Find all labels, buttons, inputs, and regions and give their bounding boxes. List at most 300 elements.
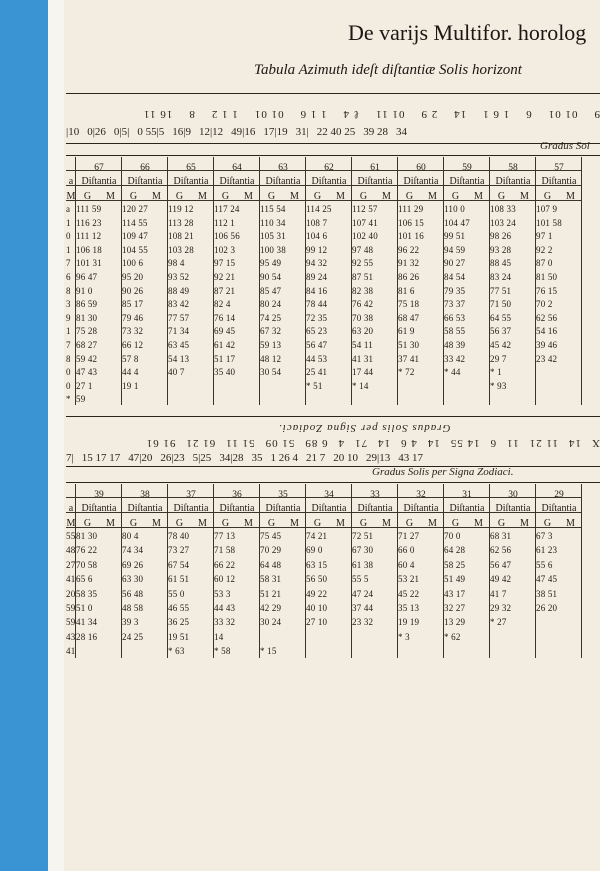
table-cell: 39 46 — [536, 340, 558, 350]
table-cell: 38 51 — [536, 588, 558, 599]
table-cell: 41 — [66, 574, 76, 585]
table-cell: 100 6 — [122, 258, 144, 269]
table-cell: 96 47 — [76, 272, 98, 282]
table-cell: a — [66, 204, 71, 214]
distantia-header: Diſtantia — [81, 176, 117, 187]
column-rule — [443, 484, 444, 658]
bleed-cell: 0|5| — [113, 126, 130, 138]
mirrored-gradus-row: Gradus Solis per Signa Zodiaci. — [278, 422, 451, 434]
bleed-cell: 17|19 — [263, 126, 288, 138]
table-cell: 45 42 — [490, 340, 512, 350]
distantia-header: Diſtantia — [219, 176, 255, 187]
table-cell: * 44 — [444, 367, 461, 378]
table-cell: 25 41 — [306, 367, 328, 378]
table-row — [66, 391, 582, 409]
table-cell: * 27 — [490, 617, 507, 628]
table-cell: 48 58 — [122, 603, 144, 613]
table-cell: 37 44 — [352, 603, 374, 613]
table-cell: 92 55 — [352, 258, 374, 269]
table-cell: 80 4 — [122, 531, 139, 541]
table-cell: 53 3 — [214, 588, 231, 599]
mg-label: G — [359, 518, 368, 529]
table-cell: 104 55 — [122, 244, 148, 255]
table-row — [66, 643, 582, 661]
mg-label: G — [267, 191, 276, 202]
table-cell: 90 26 — [122, 285, 144, 296]
table-cell: 58 35 — [76, 588, 98, 599]
table-cell: 84 16 — [306, 285, 328, 296]
table-cell: 9 — [66, 312, 71, 323]
mg-label: M — [244, 518, 253, 529]
table-cell: 98 26 — [490, 231, 512, 242]
table-cell: * 14 — [352, 380, 369, 391]
table-cell: 76 14 — [214, 312, 236, 323]
distantia-header: Diſtantia — [495, 503, 531, 514]
mirrored-cell: 6 89 — [304, 437, 328, 449]
table-cell: 120 27 — [122, 204, 148, 214]
mg-label: M — [66, 191, 76, 202]
table-cell: 71 50 — [490, 299, 512, 310]
table-cell: 107 9 — [536, 204, 558, 214]
table-cell: 76 15 — [536, 285, 558, 296]
column-rule — [489, 157, 490, 405]
mirrored-values-row — [66, 126, 600, 138]
table-cell: 108 33 — [490, 204, 516, 214]
mirrored-cell: 14 55 — [449, 437, 480, 449]
book-page — [48, 0, 600, 871]
table-cell: 98 4 — [168, 258, 185, 269]
column-rule — [75, 484, 76, 658]
mg-label: G — [497, 191, 506, 202]
table-cell: 27 1 — [76, 380, 93, 391]
column-rule — [167, 157, 168, 405]
table-cell: 111 59 — [76, 204, 102, 214]
table-cell: 60 12 — [214, 574, 236, 585]
table-cell: 64 55 — [490, 312, 512, 323]
table-cell: 83 24 — [490, 272, 512, 282]
table-cell: * 51 — [306, 380, 323, 391]
table-cell: 61 51 — [168, 574, 190, 585]
column-rule — [351, 157, 352, 405]
table-cell: 8 — [66, 353, 71, 364]
table-cell: 61 23 — [536, 545, 558, 556]
mg-label: M — [290, 191, 299, 202]
table-cell: 88 49 — [168, 285, 190, 296]
table-cell: 0 — [66, 231, 71, 242]
table-cell: 73 37 — [444, 299, 466, 310]
column-rule — [351, 484, 352, 658]
table-cell: 47 45 — [536, 574, 558, 585]
mg-label: M — [566, 518, 575, 529]
bleed-cell: 5|25 — [192, 452, 212, 464]
mg-label: M — [198, 191, 207, 202]
distantia-header: Diſtantia — [219, 503, 255, 514]
mirrored-bleed-row — [66, 108, 600, 120]
table-cell: 99 12 — [306, 244, 328, 255]
table-cell: 111 29 — [398, 204, 424, 214]
header-spacer: a — [68, 176, 74, 187]
table-cell: 59 — [66, 617, 76, 628]
table-cell: 91 32 — [398, 258, 420, 269]
table-cell: 81 30 — [76, 312, 98, 323]
table-cell: 43 17 — [444, 588, 466, 599]
mg-label: M — [474, 191, 483, 202]
distantia-header: Diſtantia — [495, 176, 531, 187]
table-cell: 77 13 — [214, 531, 236, 541]
table-cell: 92 21 — [214, 272, 236, 282]
table-cell: 43 — [66, 631, 76, 642]
table-cell: 72 35 — [306, 312, 328, 323]
mg-label: G — [543, 191, 552, 202]
mg-label: M — [520, 191, 529, 202]
table-cell: 54 16 — [536, 326, 558, 337]
rule-4 — [66, 416, 600, 417]
table-cell: * 58 — [214, 646, 231, 657]
column-number: 33 — [370, 490, 380, 500]
table-cell: 101 31 — [76, 258, 102, 269]
column-number: 61 — [370, 163, 380, 173]
distantia-header: Diſtantia — [311, 176, 347, 187]
table-cell: 95 49 — [260, 258, 282, 269]
table-cell: 106 56 — [214, 231, 240, 242]
header-rule — [66, 512, 582, 513]
table-cell: 29 7 — [490, 353, 507, 364]
table-cell: 67 30 — [352, 545, 374, 556]
table-cell: 97 15 — [214, 258, 236, 269]
table-cell: 63 45 — [168, 340, 190, 350]
table-cell: 119 12 — [168, 204, 194, 214]
table-cell: 88 45 — [490, 258, 512, 269]
table-cell: 93 28 — [490, 244, 512, 255]
table-cell: 100 38 — [260, 244, 286, 255]
column-rule — [535, 484, 536, 658]
column-rule — [581, 484, 582, 658]
table-cell: 62 56 — [490, 545, 512, 556]
bleed-cell: 22 40 25 — [316, 126, 356, 138]
mg-label: G — [497, 518, 506, 529]
mg-label: G — [83, 518, 92, 529]
table-cell: 55 — [66, 531, 76, 541]
gradus-label-2: Gradus Solis per Signa Zodiaci. — [372, 466, 514, 478]
table-cell: 53 21 — [398, 574, 420, 585]
table-cell: 102 3 — [214, 244, 236, 255]
table-cell: 105 31 — [260, 231, 286, 242]
table-cell: 44 43 — [214, 603, 236, 613]
table-cell: 97 1 — [536, 231, 553, 242]
top-rule — [66, 93, 600, 94]
table-cell: 23 32 — [352, 617, 374, 628]
distantia-header: Diſtantia — [449, 176, 485, 187]
table-cell: 81 50 — [536, 272, 558, 282]
mg-label: M — [382, 518, 391, 529]
column-rule — [167, 484, 168, 658]
table-cell: 46 55 — [168, 603, 190, 613]
table-cell: 35 40 — [214, 367, 236, 378]
header-rule — [66, 200, 582, 201]
table-cell: 66 22 — [214, 559, 236, 570]
mirrored-cell: 14 — [453, 108, 467, 120]
table-cell: 32 27 — [444, 603, 466, 613]
column-number: 29 — [554, 490, 564, 500]
column-rule — [259, 484, 260, 658]
table-cell: 61 42 — [214, 340, 236, 350]
table-cell: 51 49 — [444, 574, 466, 585]
distantia-header: Diſtantia — [265, 503, 301, 514]
table-cell: 58 55 — [444, 326, 466, 337]
table-cell: 62 56 — [536, 312, 558, 323]
mirrored-cell: 6 — [489, 437, 497, 449]
mg-label: G — [267, 518, 276, 529]
column-number: 31 — [462, 490, 472, 500]
table-cell: 30 24 — [260, 617, 282, 628]
table-cell: 75 28 — [76, 326, 98, 337]
table-cell: 67 3 — [536, 531, 553, 541]
distantia-header: Diſtantia — [173, 503, 209, 514]
rule-3 — [66, 155, 600, 156]
mirrored-cell: 01 01 — [253, 108, 284, 120]
column-rule — [581, 157, 582, 405]
header-rule — [66, 527, 582, 528]
bleed-cell: 12|12 — [198, 126, 224, 138]
mg-label: M — [66, 518, 76, 529]
mirrored-cell: 14 — [568, 437, 582, 449]
table-cell: 28 16 — [76, 631, 98, 642]
column-rule — [75, 157, 76, 405]
mg-label: G — [129, 191, 138, 202]
table-cell: 89 24 — [306, 272, 328, 282]
table-cell: * 15 — [260, 646, 277, 657]
mg-label: M — [428, 191, 437, 202]
table-cell: * — [66, 394, 71, 405]
table-cell: 26 20 — [536, 603, 558, 613]
table-cell: 108 7 — [306, 217, 328, 228]
table-cell: 41 7 — [490, 588, 507, 599]
mirrored-cell: 2 9 — [420, 108, 438, 120]
mg-label: M — [244, 191, 253, 202]
table-cell: 101 16 — [398, 231, 424, 242]
table-cell: 70 29 — [260, 545, 282, 556]
mirrored-cell: X — [591, 437, 600, 449]
table-cell: 27 — [66, 559, 76, 570]
table-cell: 87 0 — [536, 258, 553, 269]
table-cell: 19 51 — [168, 631, 190, 642]
table-cell: 58 31 — [260, 574, 282, 585]
table-cell: 83 42 — [168, 299, 190, 310]
table-cell: 57 8 — [122, 353, 139, 364]
table-cell: 87 51 — [352, 272, 374, 282]
table-cell: 109 47 — [122, 231, 148, 242]
table-cell: 85 47 — [260, 285, 282, 296]
mg-label: G — [83, 191, 92, 202]
column-rule — [443, 157, 444, 405]
table-cell: 14 — [214, 631, 224, 642]
distantia-header: Diſtantia — [127, 176, 163, 187]
table-cell: 6 — [66, 272, 71, 282]
mirrored-cell: 91 61 — [145, 437, 176, 449]
table-cell: 65 6 — [76, 574, 93, 585]
table-cell: 1 — [66, 217, 71, 228]
table-cell: 65 23 — [306, 326, 328, 337]
table-cell: 60 4 — [398, 559, 415, 570]
bleed-cell: 34|28 — [219, 452, 244, 464]
rule-2 — [66, 143, 600, 144]
column-number: 37 — [186, 490, 196, 500]
mirrored-cell: 11 — [506, 437, 519, 449]
table-cell: 76 22 — [76, 545, 98, 556]
table-cell: 41 34 — [76, 617, 98, 628]
distantia-header: Diſtantia — [265, 176, 301, 187]
table-cell: 82 4 — [214, 299, 231, 310]
mg-label: M — [520, 518, 529, 529]
mg-label: G — [313, 191, 322, 202]
bleed-cell: 47|20 — [128, 452, 153, 464]
column-rule — [535, 157, 536, 405]
table-cell: 48 39 — [444, 340, 466, 350]
mg-label: G — [221, 518, 230, 529]
table-cell: 110 0 — [444, 204, 465, 214]
distantia-header: Diſtantia — [357, 503, 393, 514]
table-cell: 35 13 — [398, 603, 420, 613]
table-cell: 51 0 — [76, 603, 93, 613]
column-number: 59 — [462, 163, 472, 173]
mirrored-cell: 1 6 1 — [482, 108, 510, 120]
table-cell: 42 29 — [260, 603, 282, 613]
column-rule — [305, 484, 306, 658]
table-cell: 23 42 — [536, 353, 558, 364]
column-number: 66 — [140, 163, 150, 173]
table-cell: 82 38 — [352, 285, 374, 296]
table-cell: 0 — [66, 367, 71, 378]
table-cell: 106 18 — [76, 244, 102, 255]
table-cell: 68 27 — [76, 340, 98, 350]
table-cell: * 62 — [444, 631, 461, 642]
table-cell: 74 21 — [306, 531, 328, 541]
table-cell: 56 48 — [122, 588, 144, 599]
table-cell: 44 4 — [122, 367, 139, 378]
table-cell: 54 11 — [352, 340, 373, 350]
table-cell: 77 57 — [168, 312, 190, 323]
table-cell: 104 6 — [306, 231, 328, 242]
table-cell: 103 28 — [168, 244, 194, 255]
distantia-header: Diſtantia — [403, 176, 439, 187]
table-cell: 81 30 — [76, 531, 98, 541]
gradus-label: Gradus Sol — [540, 140, 590, 152]
table-cell: 71 34 — [168, 326, 190, 337]
table-cell: 1 — [66, 244, 71, 255]
table-cell: 117 24 — [214, 204, 240, 214]
distantia-header: Diſtantia — [541, 176, 577, 187]
column-rule — [121, 157, 122, 405]
table-cell: 55 0 — [168, 588, 185, 599]
mirrored-cell: 4 6 — [400, 437, 417, 449]
table-cell: 92 2 — [536, 244, 553, 255]
column-rule — [305, 157, 306, 405]
azimuth-table-upper — [66, 157, 600, 407]
table-cell: 40 10 — [306, 603, 328, 613]
column-number: 63 — [278, 163, 288, 173]
table-cell: 72 51 — [352, 531, 374, 541]
table-subtitle: Tabula Azimuth ideſt diſtantiæ Solis horizont — [254, 62, 522, 78]
table-cell: 63 20 — [352, 326, 374, 337]
table-cell: 20 — [66, 588, 76, 599]
distantia-header: Diſtantia — [81, 503, 117, 514]
mg-label: M — [474, 518, 483, 529]
table-cell: 112 57 — [352, 204, 378, 214]
table-cell: 71 27 — [398, 531, 420, 541]
column-number: 38 — [140, 490, 150, 500]
table-cell: 114 55 — [122, 217, 148, 228]
table-cell: 80 24 — [260, 299, 282, 310]
table-cell: 67 54 — [168, 559, 190, 570]
rule-6 — [66, 482, 600, 483]
table-cell: 103 24 — [490, 217, 516, 228]
bleed-cell: 21 7 — [306, 452, 326, 464]
table-cell: 113 28 — [168, 217, 194, 228]
table-cell: 111 12 — [76, 231, 102, 242]
column-rule — [213, 484, 214, 658]
mg-label: G — [451, 191, 460, 202]
table-cell: 96 22 — [398, 244, 420, 255]
table-cell: * 93 — [490, 380, 507, 391]
table-cell: 75 18 — [398, 299, 420, 310]
table-cell: 51 21 — [260, 588, 282, 599]
table-cell: 110 34 — [260, 217, 286, 228]
table-cell: 0 — [66, 380, 71, 391]
table-cell: 59 42 — [76, 353, 98, 364]
table-cell: 56 47 — [306, 340, 328, 350]
mg-label: G — [313, 518, 322, 529]
table-cell: 87 21 — [214, 285, 236, 296]
table-cell: 77 51 — [490, 285, 512, 296]
column-number: 32 — [416, 490, 426, 500]
column-rule — [397, 484, 398, 658]
mg-label: G — [451, 518, 460, 529]
mirrored-cell: 11 21 — [528, 437, 559, 449]
table-cell: 41 — [66, 646, 76, 657]
bleed-cell: 26|23 — [160, 452, 185, 464]
mirrored-cell: 14 — [426, 437, 440, 449]
column-number: 65 — [186, 163, 196, 173]
column-number: 58 — [508, 163, 518, 173]
mg-label: G — [405, 518, 414, 529]
table-cell: 55 6 — [536, 559, 553, 570]
column-number: 39 — [94, 490, 104, 500]
page-title: De varijs Multifor. horolog — [348, 20, 587, 45]
table-cell: 7 — [66, 340, 71, 350]
mg-label: M — [106, 191, 115, 202]
table-cell: 29 32 — [490, 603, 512, 613]
mirrored-cell: 8 — [188, 108, 195, 120]
mg-label: G — [221, 191, 230, 202]
table-cell: 76 42 — [352, 299, 374, 310]
bleed-cell: 39 28 — [363, 126, 389, 138]
distantia-header: Diſtantia — [403, 503, 439, 514]
mg-label: M — [152, 518, 161, 529]
table-cell: 73 32 — [122, 326, 144, 337]
header-rule — [66, 185, 582, 186]
table-cell: 56 37 — [490, 326, 512, 337]
table-cell: 90 27 — [444, 258, 466, 269]
mirrored-values-row-2 — [66, 452, 600, 464]
table-cell: 61 38 — [352, 559, 374, 570]
mirrored-cell: 16 11 — [143, 108, 173, 120]
table-cell: 73 27 — [168, 545, 190, 556]
column-rule — [121, 484, 122, 658]
mg-label: M — [198, 518, 207, 529]
table-cell: * 72 — [398, 367, 415, 378]
distantia-header: Diſtantia — [127, 503, 163, 514]
header-spacer: a — [68, 503, 74, 514]
